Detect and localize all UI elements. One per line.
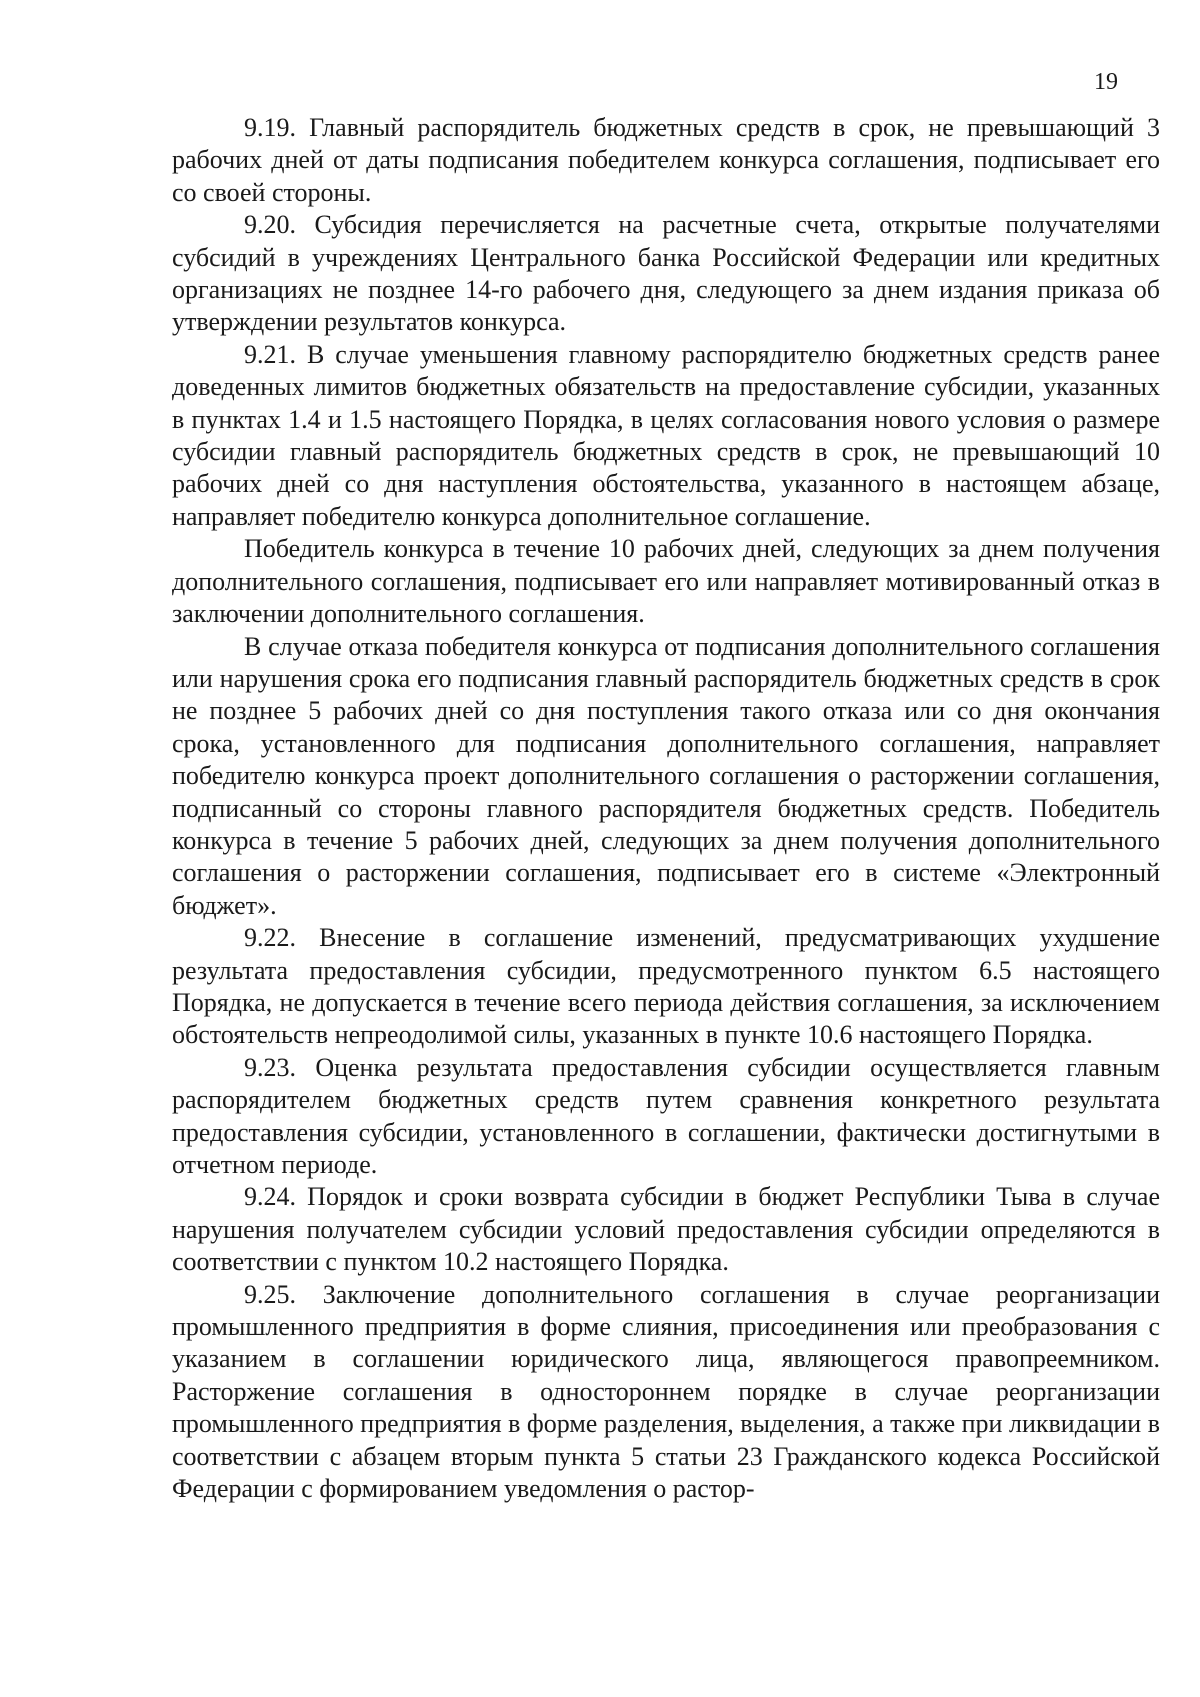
paragraph-9-25: 9.25. Заключение дополнительного соглашения в случае реорганизации промышленного предприятия в форме слияния, присоединения или преобразования с указанием в соглашении юридического лица, являющегося правопреемником. Расторжение соглашения в одностороннем порядке в случае реорганизации промышленного предприятия в форме разделения, выделения, а также при ликвидации в соответствии с абзацем вторым пункта 5 статьи 23 Гражданского кодекса Российской Федерации с формированием уведомления о растор- <box>172 1279 1160 1504</box>
paragraph-9-21: 9.21. В случае уменьшения главному распорядителю бюджетных средств ранее доведенных лимитов бюджетных обязательств на предоставление субсидии, указанных в пунктах 1.4 и 1.5 настоящего Порядка, в целях согласования нового условия о размере субсидии главный распорядитель бюджетных средств в срок, не превышающий 10 рабочих дней со дня наступления обстоятельства, указанного в настоящем абзаце, направляет победителю конкурса дополнительное соглашение. <box>172 339 1160 531</box>
paragraph-9-19: 9.19. Главный распорядитель бюджетных средств в срок, не превышающий 3 рабочих дней от даты подписания победителем конкурса соглашения, подписывает его со своей стороны. <box>172 113 1160 207</box>
paragraph-9-23: 9.23. Оценка результата предоставления субсидии осуществляется главным распорядителем бюджетных средств путем сравнения конкретного результата предоставления субсидии, установленного в соглашении, фактически достигнутыми в отчетном периоде. <box>172 1052 1160 1179</box>
paragraph-refusal-termination: В случае отказа победителя конкурса от подписания дополнительного соглашения или нарушения срока его подписания главный распорядитель бюджетных средств в срок не позднее 5 рабочих дней со дня поступления такого отказа или со дня окончания срока, установленного для подписания дополнительного соглашения, направляет победителю конкурса проект дополнительного соглашения о расторжении соглашения, подписанный со стороны главного распорядителя бюджетных средств. Победитель конкурса в течение 5 рабочих дней, следующих за днем получения дополнительного соглашения о расторжении соглашения, подписывает его в системе «Электронный бюджет». <box>172 631 1160 920</box>
paragraph-9-24: 9.24. Порядок и сроки возврата субсидии в бюджет Республики Тыва в случае нарушения получателем субсидии условий предоставления субсидии определяются в соответствии с пунктом 10.2 настоящего Порядка. <box>172 1182 1160 1277</box>
paragraph-9-22: 9.22. Внесение в соглашение изменений, предусматривающих ухудшение результата предоставления субсидии, предусмотренного пунктом 6.5 настоящего Порядка, не допускается в течение всего периода действия соглашения, за исключением обстоятельств непреодолимой силы, указанных в пункте 10.6 настоящего Порядка. <box>172 923 1160 1050</box>
paragraph-9-20: 9.20. Субсидия перечисляется на расчетные счета, открытые получателями субсидий в учреждениях Центрального банка Российской Федерации или кредитных организациях не позднее 14-го рабочего дня, следующего за днем издания приказа об утверждении результатов конкурса. <box>172 210 1160 337</box>
document-body <box>172 112 1160 1505</box>
paragraph-winner-signing: Победитель конкурса в течение 10 рабочих дней, следующих за днем получения дополнительного соглашения, подписывает его или направляет мотивированный отказ в заключении дополнительного соглашения. <box>172 534 1160 629</box>
page-number: 19 <box>1094 69 1118 95</box>
